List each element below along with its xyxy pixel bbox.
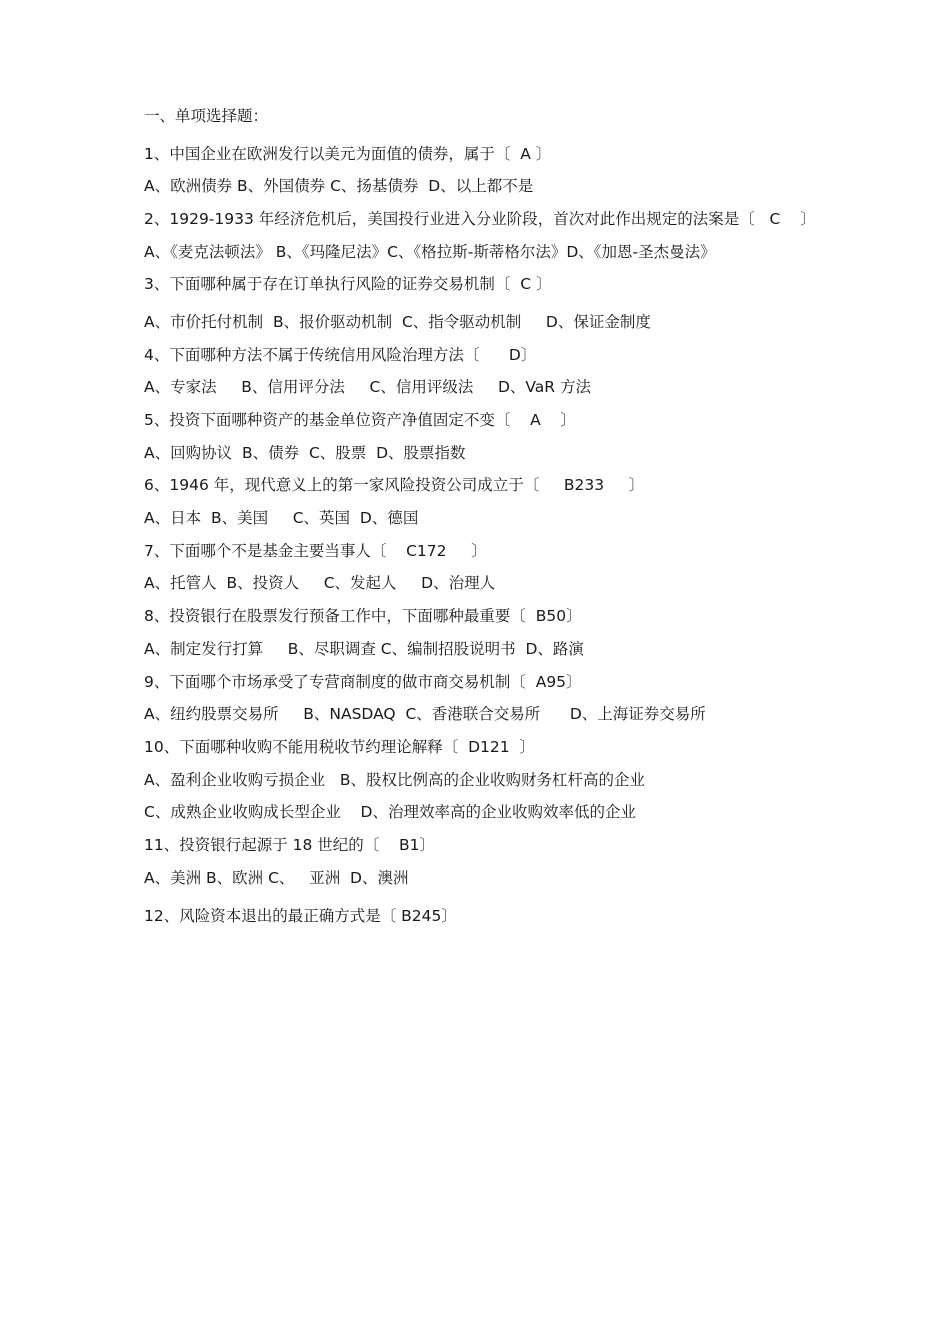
question-11: 11、投资银行起源于 18 世纪的〔 B1〕 (144, 836, 436, 854)
question-6-options: A、日本 B、美国 C、英国 D、德国 (144, 509, 419, 527)
question-3: 3、下面哪种属于存在订单执行风险的证券交易机制〔 C 〕 (144, 275, 552, 293)
question-7: 7、下面哪个不是基金主要当事人〔 C172 〕 (144, 542, 487, 560)
question-5: 5、投资下面哪种资产的基金单位资产净值固定不变〔 A 〕 (144, 411, 576, 429)
question-4: 4、下面哪种方法不属于传统信用风险治理方法〔 D〕 (144, 346, 537, 364)
question-3-options: A、市价托付机制 B、报价驱动机制 C、指令驱动机制 D、保证金制度 (144, 313, 651, 331)
question-2: 2、1929-1933 年经济危机后，美国投行业进入分业阶段，首次对此作出规定的法案是〔 C 〕 (144, 210, 816, 228)
question-5-options: A、回购协议 B、债券 C、股票 D、股票指数 (144, 444, 466, 462)
question-9-options: A、纽约股票交易所 B、NASDAQ C、香港联合交易所 D、上海证券交易所 (144, 705, 706, 723)
question-7-options: A、托管人 B、投资人 C、发起人 D、治理人 (144, 574, 496, 592)
question-8-options: A、制定发行打算 B、尽职调查 C、编制招股说明书 D、路演 (144, 640, 584, 658)
question-1-options: A、欧洲债券 B、外国债券 C、扬基债券 D、以上都不是 (144, 177, 534, 195)
question-8: 8、投资银行在股票发行预备工作中，下面哪种最重要〔 B50〕 (144, 607, 582, 625)
question-1: 1、中国企业在欧洲发行以美元为面值的债券，属于〔 A 〕 (144, 145, 552, 163)
question-12: 12、风险资本退出的最正确方式是〔 B245〕 (144, 907, 457, 925)
question-2-options: A、《麦克法顿法》 B、《玛隆尼法》C、《格拉斯-斯蒂格尔法》D、《加恩-圣杰曼法》 (144, 243, 716, 261)
question-4-options: A、专家法 B、信用评分法 C、信用评级法 D、VaR 方法 (144, 378, 591, 396)
question-10: 10、下面哪种收购不能用税收节约理论解释〔 D121 〕 (144, 738, 535, 756)
question-9: 9、下面哪个市场承受了专营商制度的做市商交易机制〔 A95〕 (144, 673, 582, 691)
question-10-options-cd: C、成熟企业收购成长型企业 D、治理效率高的企业收购效率低的企业 (144, 803, 636, 821)
question-11-options: A、美洲 B、欧洲 C、 亚洲 D、澳洲 (144, 869, 409, 887)
question-6: 6、1946 年，现代意义上的第一家风险投资公司成立于〔 B233 〕 (144, 476, 645, 494)
section-heading: 一、单项选择题： (144, 107, 269, 125)
question-10-options-ab: A、盈利企业收购亏损企业 B、股权比例高的企业收购财务杠杆高的企业 (144, 771, 646, 789)
